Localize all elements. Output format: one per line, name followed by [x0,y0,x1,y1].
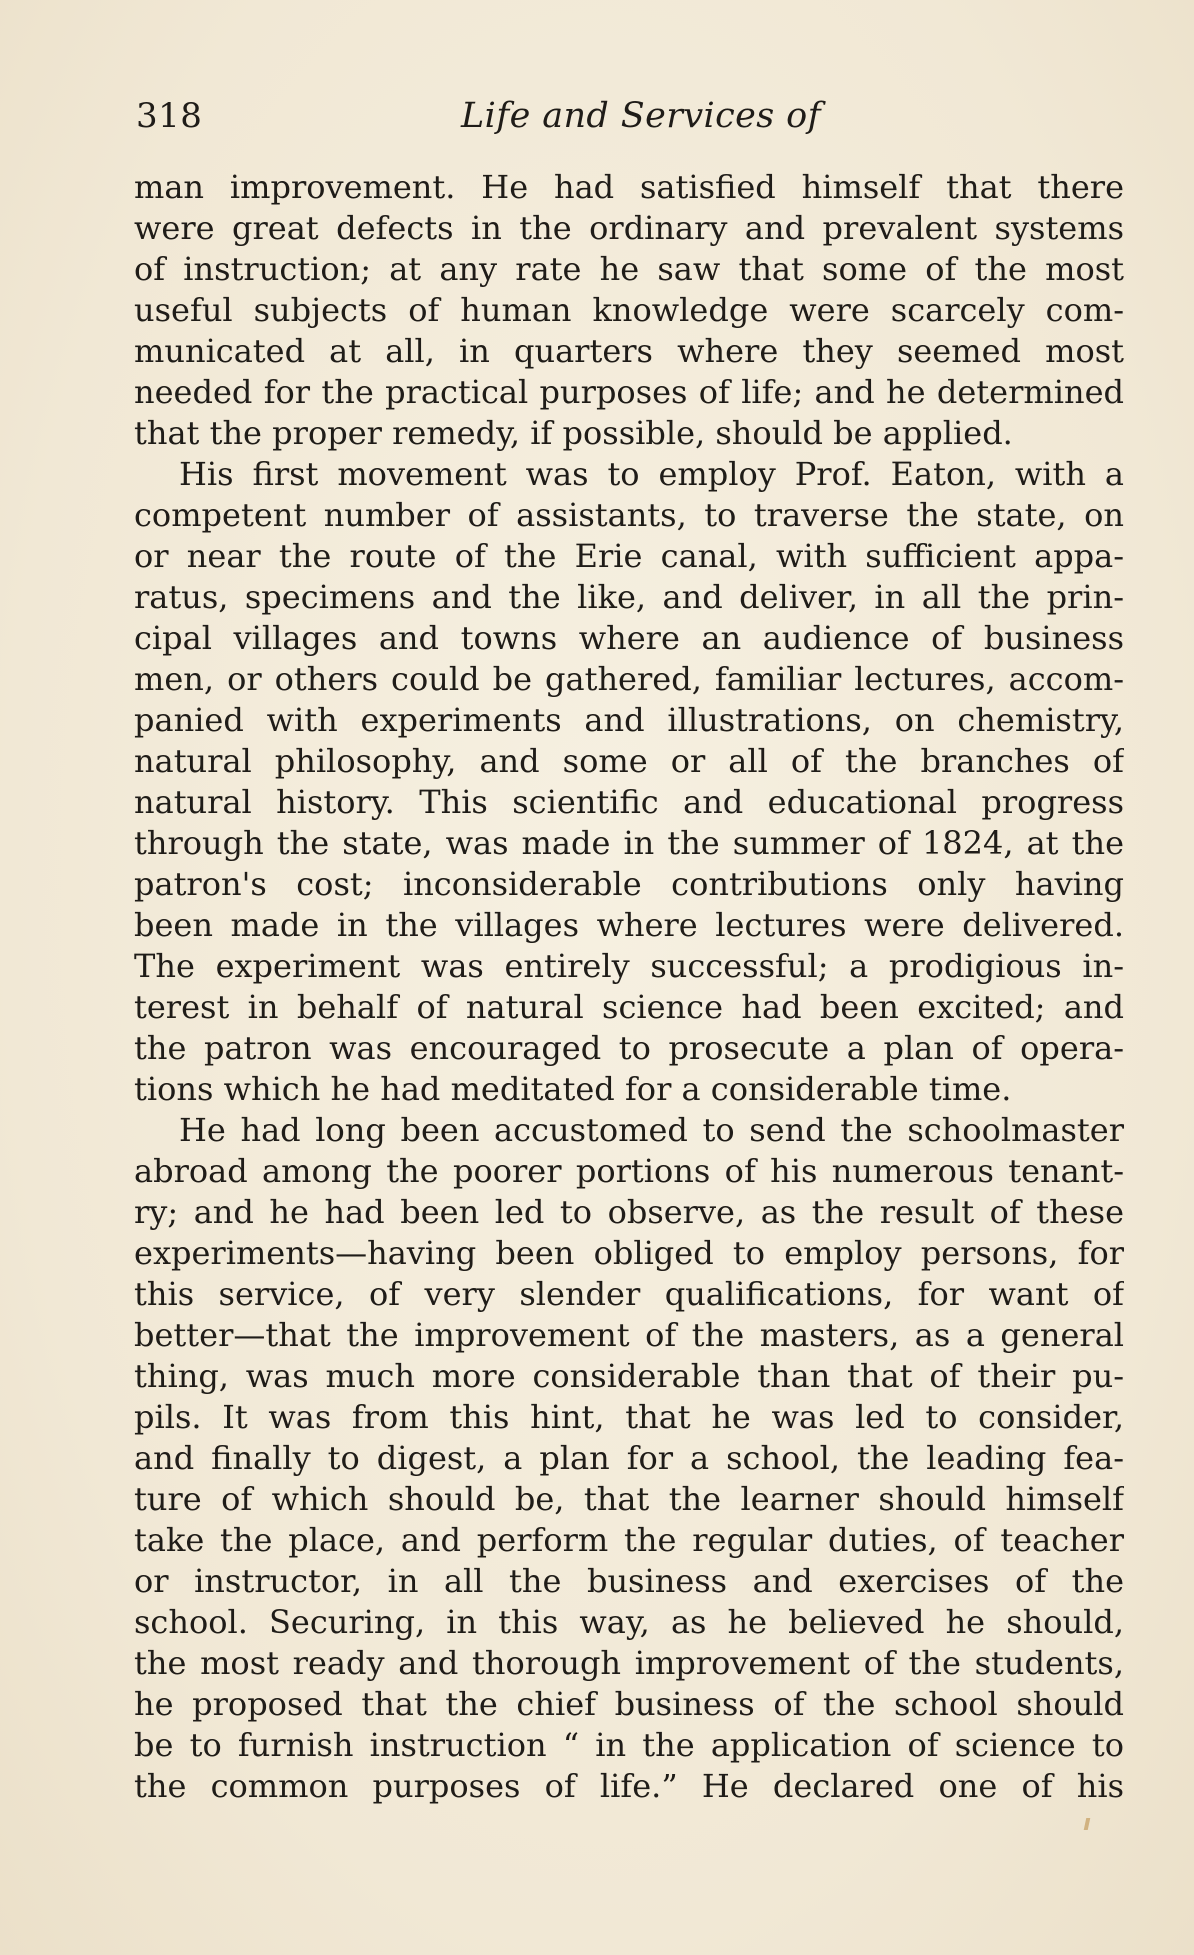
text-line: through the state, was made in the summer of 1824, at the [134,824,1124,862]
text-line: ry; and he had been led to observe, as the result of these [134,1193,1124,1231]
text-line: school. Securing, in this way, as he believed he should, [134,1603,1124,1641]
text-line: were great defects in the ordinary and prevalent systems [134,209,1124,247]
text-line: of instruction; at any rate he saw that some of the most [134,250,1124,288]
text-line: patron's cost; inconsiderable contributions only having [134,865,1124,903]
text-line: municated at all, in quarters where they seemed most [134,332,1124,370]
text-line: the common purposes of life.” He declared one of his [134,1767,1124,1805]
text-line: terest in behalf of natural science had been excited; and [134,988,1124,1026]
running-title: Life and Services of [461,96,821,136]
page-number: 318 [136,96,203,136]
text-line: panied with experiments and illustrations, on chemistry, [134,701,1124,739]
text-line: or near the route of the Erie canal, with sufficient appa- [134,537,1124,575]
text-line: been made in the villages where lectures were delivered. [134,906,1124,944]
text-line: thing, was much more considerable than that of their pu- [134,1357,1124,1395]
page-header [136,96,1126,140]
text-line: The experiment was entirely successful; a prodigious in- [134,947,1124,985]
text-line: he proposed that the chief business of the school should [134,1685,1124,1723]
text-line: cipal villages and towns where an audience of business [134,619,1124,657]
text-line: useful subjects of human knowledge were scarcely com- [134,291,1124,329]
ink-speck [1084,1818,1091,1830]
body-text [134,167,1124,1807]
text-line: ratus, specimens and the like, and deliver, in all the prin- [134,578,1124,616]
text-line: the patron was encouraged to prosecute a plan of opera- [134,1029,1124,1067]
text-line: take the place, and perform the regular duties, of teacher [134,1521,1124,1559]
text-line: ture of which should be, that the learner should himself [134,1480,1124,1518]
text-line: this service, of very slender qualifications, for want of [134,1275,1124,1313]
text-line: pils. It was from this hint, that he was led to consider, [134,1398,1124,1436]
text-line: the most ready and thorough improvement of the students, [134,1644,1124,1682]
text-line: natural history. This scientific and educational progress [134,783,1124,821]
text-line: better—that the improvement of the masters, as a general [134,1316,1124,1354]
text-line: competent number of assistants, to traverse the state, on [134,496,1124,534]
text-line: natural philosophy, and some or all of the branches of [134,742,1124,780]
text-line: man improvement. He had satisfied himself that there [134,168,1124,206]
text-line: abroad among the poorer portions of his numerous tenant- [134,1152,1124,1190]
paragraph-first-line: He had long been accustomed to send the schoolmaster [179,1111,1124,1149]
text-line: needed for the practical purposes of life; and he determined [134,373,1124,411]
text-line: that the proper remedy, if possible, should be applied. [134,414,1013,452]
text-line: or instructor, in all the business and exercises of the [134,1562,1124,1600]
text-line: tions which he had meditated for a considerable time. [134,1070,1012,1108]
text-line: be to furnish instruction “ in the application of science to [134,1726,1124,1764]
text-line: men, or others could be gathered, familiar lectures, accom- [134,660,1124,698]
paragraph-first-line: His first movement was to employ Prof. Eaton, with a [179,455,1124,493]
text-line: experiments—having been obliged to employ persons, for [134,1234,1124,1272]
text-line: and finally to digest, a plan for a school, the leading fea- [134,1439,1124,1477]
